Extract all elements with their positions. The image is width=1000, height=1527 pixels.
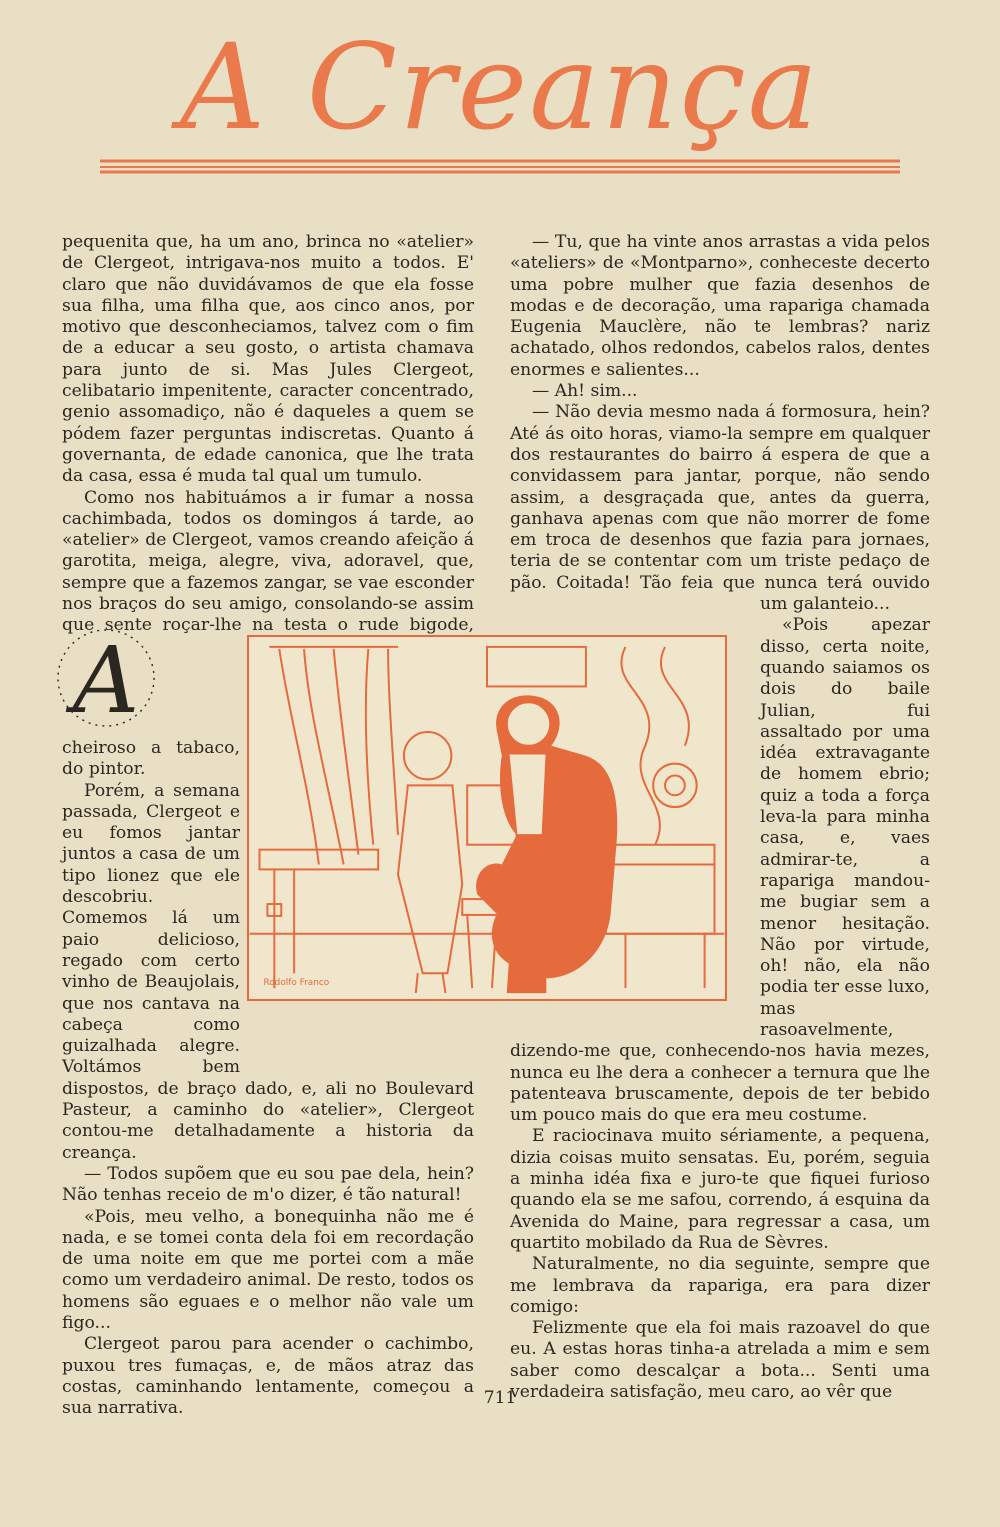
paragraph: Como nos habituámos a ir fumar a nossa cachimbada, todos os domingos á tarde, ao «atelier» de Clergeot, vamos creando afeição á garotita, meiga, alegre, viva, adoravel, que, sempre que a fazemos zangar, se vae esconder nos braços do seu amigo, consolando-se assim que sente roçar-lhe na testa o rude bigode, cheiroso a tabaco, do pintor. (62, 487, 474, 780)
drop-cap-letter: A (72, 627, 140, 734)
paragraph: pequenita que, ha um ano, brinca no «atelier» de Clergeot, intrigava-nos muito a todos. E' claro que não duvidávamos de que ela fosse sua filha, uma filha que, aos cinco anos, por motivo que desconheciamos, talvez com o fim de a educar a seu gosto, o artista chamava para junto de si. Mas Jules Clergeot, celibatario impenitente, caracter concentrado, genio assomadiço, não é daqueles a quem se pódem fazer perguntas indiscretas. Quanto á governanta, de edade canonica, que lhe trata da casa, essa é muda tal qual um tumulo. (62, 232, 474, 487)
article-title (80, 10, 920, 160)
paragraph: — Tu, que ha vinte anos arrastas a vida pelos «ateliers» de «Montparno», conheceste decerto uma pobre mulher que fazia desenhos de modas e de decoração, uma rapariga chamada Eugenia Mauclère, não te lembras? nariz achatado, olhos redondos, cabelos ralos, dentes enormes e salientes... (510, 232, 930, 380)
paragraph: — Não devia mesmo nada á formosura, hein? Até ás oito horas, viamo-la sempre em qualquer dos restaurantes do bairro á espera de que a convidassem para jantar, porque, não sendo assim, a desgraçada que, antes da guerra, ganhava apenas com que não morrer de fome em troca de desenhos que fazia para jornaes, teria de se contentar com um triste pedaço de pão. Coitada! Tão feia que nunca terá ouvido um galanteio... (510, 402, 930, 615)
paragraph: Clergeot parou para acender o cachimbo, puxou tres fumaças, e, de mãos atraz das costas, caminhando lentamente, começou a sua narrativa. (62, 1334, 474, 1419)
paragraph: — Ah! sim... (532, 381, 638, 402)
paragraph: E raciocinava muito sériamente, a pequena, dizia coisas muito sensatas. Eu, porém, seguia a minha idéa fixa e juro-te que fiquei furioso quando ela se me safou, correndo, á esquina da Avenida do Maine, para regressar a casa, um quartito mobilado da Rua de Sèvres. (510, 1126, 930, 1253)
illustrator-signature: Rodolfo Franco (263, 978, 330, 989)
paragraph: Porém, a semana passada, Clergeot e eu fomos jantar juntos a casa de um tipo lionez que ele descobriu. Comemos lá um paio delicioso, regado com certo vinho de Beaujolais, que nos cantava na cabeça como guizalhada alegre. Voltámos bem dispostos, de braço dado, e, ali no Boulevard Pasteur, a caminho do «atelier», Clergeot contou-me detalhadamente a historia da creança. (62, 780, 474, 1163)
paragraph: — Todos supõem que eu sou pae dela, hein? Não tenhas receio de m'o dizer, é tão natural! (62, 1163, 474, 1206)
paragraph: Naturalmente, no dia seguinte, sempre que me lembrava da rapariga, era para dizer comigo: (510, 1254, 930, 1317)
paragraph: Felizmente que ela foi mais razoavel do que eu. A estas horas tinha-a atrelada a mim e sem saber como descalçar a bota... Senti uma verdadeira satisfação, meu caro, ao vêr que (510, 1318, 930, 1403)
title-text: A Creança (179, 18, 821, 156)
page-number: 711 (483, 1388, 517, 1408)
illustration-drawing (249, 637, 725, 999)
paragraph: «Pois, meu velho, a bonequinha não me é nada, e se tomei conta dela foi em recordação de uma noite em que me portei com a mãe como um verdadeiro animal. De resto, todos os homens são eguaes e o melhor não vale um figo... (62, 1206, 474, 1334)
paragraph: «Pois apezar disso, certa noite, quando saiamos os dois do baile Julian, fui assaltado por uma idéa extravagante de homem ebrio; quiz a toda a força leva-la para minha casa, e, vaes admirar-te, a rapariga mandou-me bugiar sem a menor hesitação. Não por virtude, oh! não, ela não podia ter esse luxo, mas rasoavelmente, dizendo-me que, conhecendo-nos havia mezes, nunca eu lhe dera a conhecer a ternura que lhe patenteava bruscamente, depois de ter bebido um pouco mais do que era meu costume. (510, 615, 930, 1126)
illustration (247, 635, 727, 1001)
title-lettering (80, 10, 920, 160)
title-rule (100, 156, 900, 178)
